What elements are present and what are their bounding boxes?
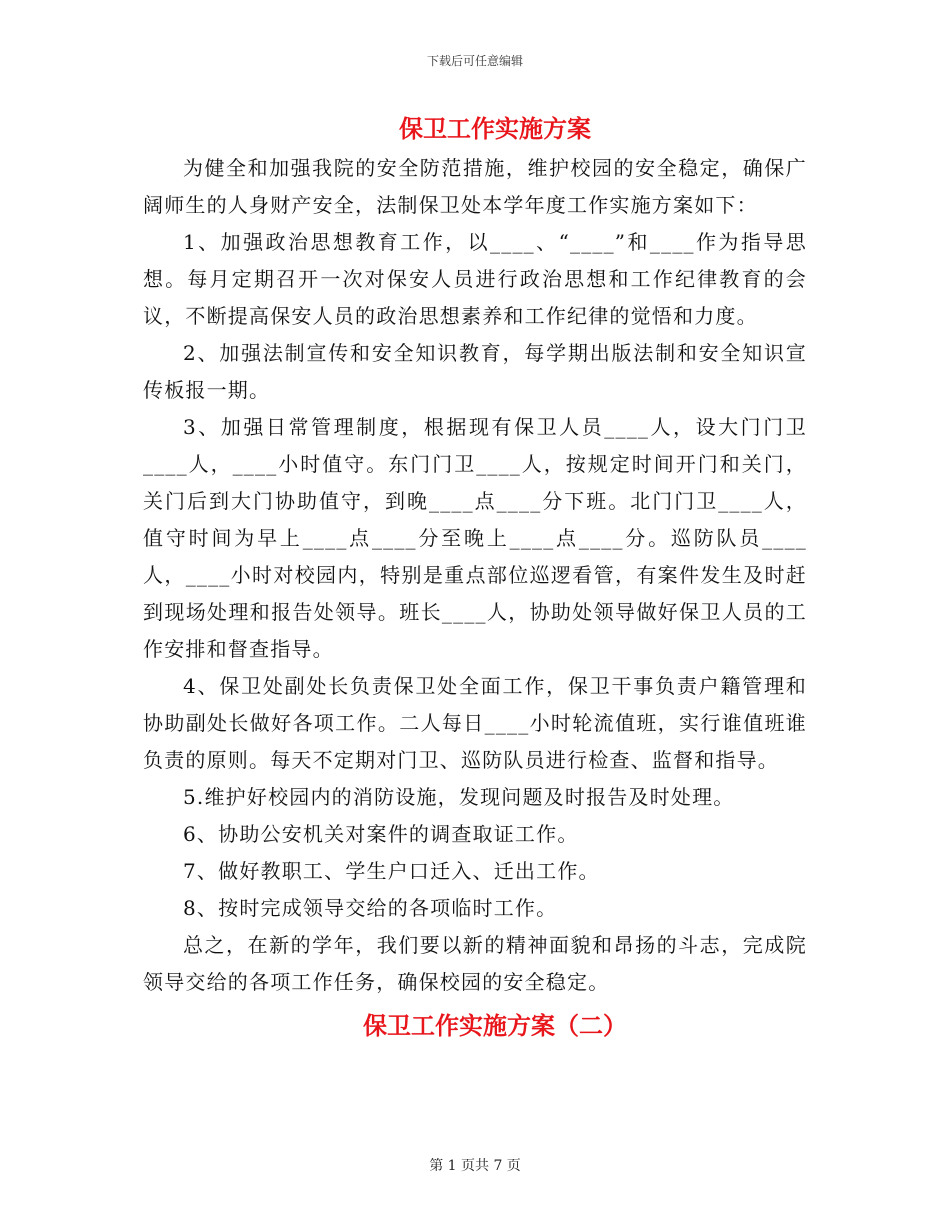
page-footer: 第 1 页共 7 页: [429, 1158, 521, 1174]
item-paragraph-8: 8、按时完成领导交给的各项临时工作。: [183, 896, 558, 920]
item-paragraph-2: 2、加强法制宣传和安全知识教育，每学期出版法制和安全知识宣传板报一期。: [143, 341, 807, 402]
page-header: 下载后可任意编辑: [426, 54, 523, 68]
intro-paragraph: 为健全和加强我院的安全防范措施，维护校园的安全稳定，确保广阔师生的人身财产安全，法制保卫处本学年度工作实施方案如下：: [143, 156, 807, 217]
item-paragraph-3: 3、加强日常管理制度，根据现有保卫人员____人，设大门门卫____人，____小时值守。东门门卫____人，按规定时间开门和关门，关门后到大门协助值守，到晚____点____分下班。北门门卫____人，值守时间为早上____点____分至晚上____点____分。巡防队员____人，____小时对校园内，特别是重点部位巡逻看管，有案件发生及时赶到现场处理和报告处领导。班长____人，协助处领导做好保卫人员的工作安排和督查指导。: [143, 415, 807, 661]
next-section-title: 保卫工作实施方案（二）: [363, 1011, 627, 1040]
document-title: 保卫工作实施方案: [399, 114, 591, 143]
conclusion-paragraph: 总之，在新的学年，我们要以新的精神面貌和昂扬的斗志，完成院领导交给的各项工作任务，确保校园的安全稳定。: [143, 933, 807, 994]
item-paragraph-4: 4、保卫处副处长负责保卫处全面工作，保卫干事负责户籍管理和协助副处长做好各项工作。二人每日____小时轮流值班，实行谁值班谁负责的原则。每天不定期对门卫、巡防队员进行检查、监督和指导。: [143, 674, 807, 772]
item-paragraph-1: 1、加强政治思想教育工作，以____、“____”和____作为指导思想。每月定期召开一次对保安人员进行政治思想和工作纪律教育的会议，不断提高保安人员的政治思想素养和工作纪律的觉悟和力度。: [143, 230, 807, 328]
item-paragraph-5: 5.维护好校园内的消防设施，发现问题及时报告及时处理。: [183, 785, 735, 809]
document-body: [143, 150, 807, 1001]
item-paragraph-7: 7、做好教职工、学生户口迁入、迁出工作。: [183, 859, 600, 883]
item-paragraph-6: 6、协助公安机关对案件的调查取证工作。: [183, 822, 579, 846]
